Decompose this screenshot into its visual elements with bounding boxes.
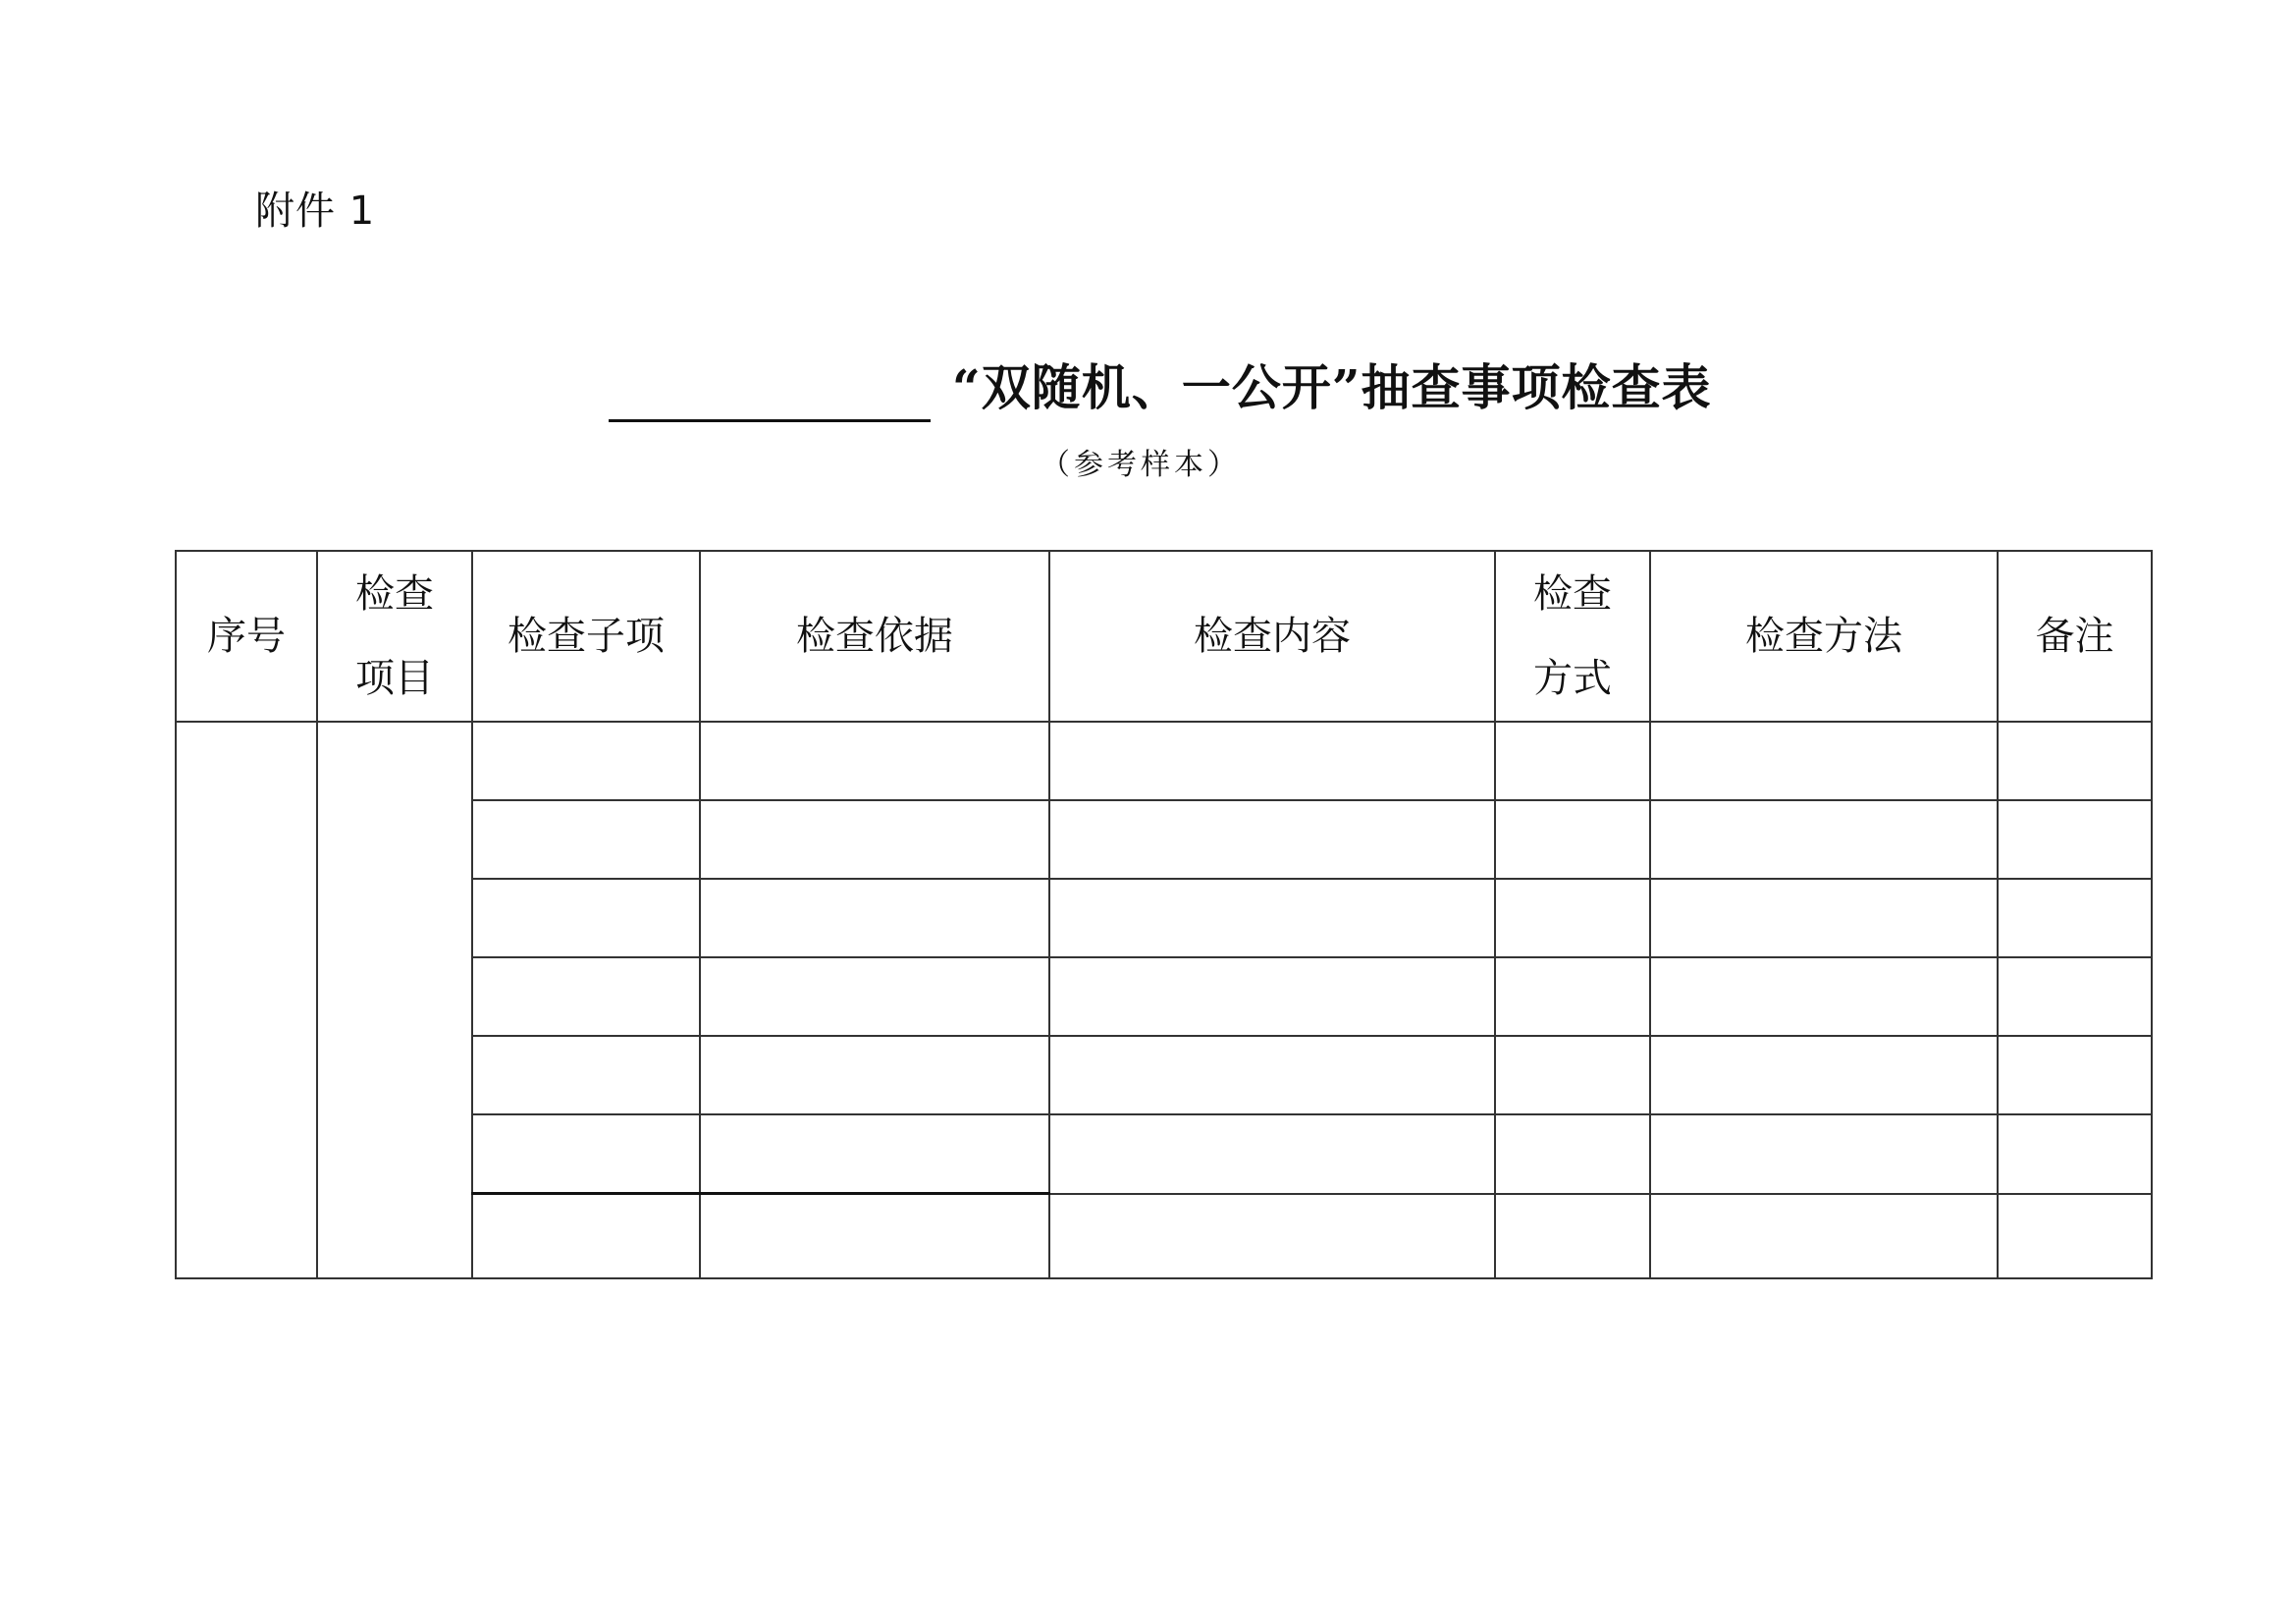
method-cell[interactable] xyxy=(1650,1036,1998,1114)
header-method: 检查方法 xyxy=(1650,551,1998,722)
mode-cell[interactable] xyxy=(1495,1194,1650,1279)
mode-cell[interactable] xyxy=(1495,722,1650,800)
remark-cell[interactable] xyxy=(1998,722,2152,800)
method-cell[interactable] xyxy=(1650,879,1998,957)
mode-cell[interactable] xyxy=(1495,800,1650,879)
subitem-cell[interactable] xyxy=(472,879,700,957)
header-seq: 序号 xyxy=(176,551,317,722)
mode-cell[interactable] xyxy=(1495,957,1650,1036)
subitem-cell[interactable] xyxy=(472,722,700,800)
table-header-row xyxy=(176,551,2152,722)
basis-cell[interactable] xyxy=(700,879,1049,957)
basis-cell[interactable] xyxy=(700,800,1049,879)
remark-cell[interactable] xyxy=(1998,800,2152,879)
page-subtitle: （参考样本） xyxy=(1041,448,1241,482)
subitem-cell[interactable] xyxy=(472,1114,700,1194)
method-cell[interactable] xyxy=(1650,1194,1998,1279)
seq-cell[interactable] xyxy=(176,722,317,1278)
content-cell[interactable] xyxy=(1049,800,1495,879)
inspection-table xyxy=(175,550,2153,1279)
remark-cell[interactable] xyxy=(1998,1036,2152,1114)
basis-cell[interactable] xyxy=(700,722,1049,800)
content-cell[interactable] xyxy=(1049,957,1495,1036)
content-cell[interactable] xyxy=(1049,1194,1495,1279)
table-row xyxy=(176,1194,2152,1279)
subitem-cell[interactable] xyxy=(472,800,700,879)
table-row xyxy=(176,722,2152,800)
table-row xyxy=(176,1036,2152,1114)
method-cell[interactable] xyxy=(1650,1114,1998,1194)
content-cell[interactable] xyxy=(1049,879,1495,957)
subitem-cell[interactable] xyxy=(472,1036,700,1114)
header-item: 检查 项目 xyxy=(317,551,472,722)
header-remark: 备注 xyxy=(1998,551,2152,722)
header-subitem: 检查子项 xyxy=(472,551,700,722)
remark-cell[interactable] xyxy=(1998,957,2152,1036)
header-content: 检查内容 xyxy=(1049,551,1495,722)
basis-cell[interactable] xyxy=(700,1194,1049,1279)
mode-cell[interactable] xyxy=(1495,1114,1650,1194)
content-cell[interactable] xyxy=(1049,1036,1495,1114)
title-row xyxy=(609,344,1712,422)
subitem-cell[interactable] xyxy=(472,957,700,1036)
title-blank-line xyxy=(609,356,931,422)
table-row xyxy=(176,1114,2152,1194)
method-cell[interactable] xyxy=(1650,957,1998,1036)
header-basis: 检查依据 xyxy=(700,551,1049,722)
attachment-label: 附件 1 xyxy=(255,189,376,234)
basis-cell[interactable] xyxy=(700,957,1049,1036)
remark-cell[interactable] xyxy=(1998,1194,2152,1279)
method-cell[interactable] xyxy=(1650,722,1998,800)
subitem-cell[interactable] xyxy=(472,1194,700,1279)
table-row xyxy=(176,879,2152,957)
remark-cell[interactable] xyxy=(1998,879,2152,957)
basis-cell[interactable] xyxy=(700,1114,1049,1194)
basis-cell[interactable] xyxy=(700,1036,1049,1114)
method-cell[interactable] xyxy=(1650,800,1998,879)
mode-cell[interactable] xyxy=(1495,879,1650,957)
header-mode: 检查 方式 xyxy=(1495,551,1650,722)
content-cell[interactable] xyxy=(1049,1114,1495,1194)
remark-cell[interactable] xyxy=(1998,1114,2152,1194)
mode-cell[interactable] xyxy=(1495,1036,1650,1114)
item-cell[interactable] xyxy=(317,722,472,1278)
content-cell[interactable] xyxy=(1049,722,1495,800)
page-title: “双随机、一公开”抽查事项检查表 xyxy=(952,358,1712,416)
table-row xyxy=(176,957,2152,1036)
table-row xyxy=(176,800,2152,879)
